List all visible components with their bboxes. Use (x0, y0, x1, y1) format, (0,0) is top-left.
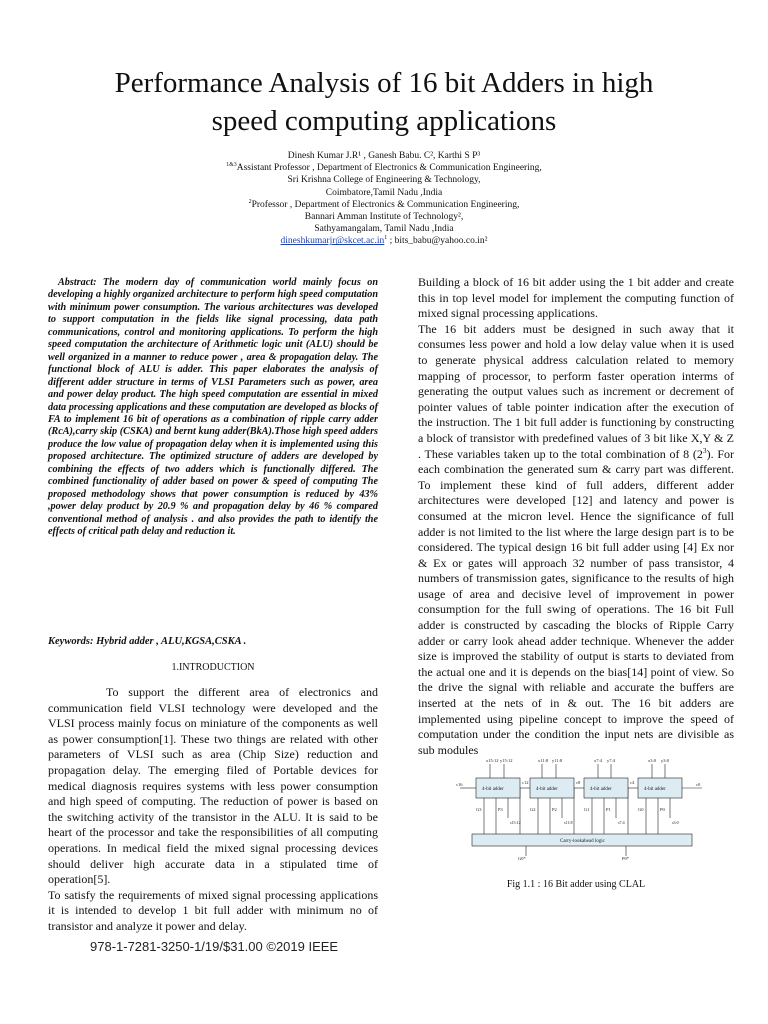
carry-in-label: c0 (696, 782, 701, 787)
affiliation-2-college: Bannari Amman Institute of Technology², (304, 212, 464, 223)
email-rest: ; bits_babu@yahoo.co.in² (387, 236, 488, 247)
sum-label: s15:12 (510, 820, 521, 825)
input-label: x11:8 (538, 758, 549, 763)
input-label: y7:4 (607, 758, 616, 763)
p-label: P2 (552, 807, 557, 812)
intro-paragraph-2: To satisfy the requirements of mixed signal processing applications it is intended to develop 1 bit full adder with minimum no of transistor and analyze it power and delay. (48, 887, 378, 933)
carry-label: c4 (630, 780, 635, 785)
right-paragraph-1: Building a block of 16 bit adder using the 1 bit adder and create this in top level model for implement the computing function of mixed signal processing applications. (418, 275, 734, 321)
right-paragraph-2 (418, 322, 734, 759)
affiliation-2-sup: 2 (248, 198, 252, 205)
adder-block-label: 4-bit adder (590, 787, 612, 792)
affiliation-2-text: Professor , Department of Electronics & Communication Engineering, (251, 199, 520, 210)
introduction-body (48, 685, 378, 935)
affiliation-1 (110, 162, 658, 174)
bottom-p-label: P0* (622, 856, 630, 860)
affiliation-2 (110, 199, 658, 211)
p-label: P1 (606, 807, 611, 812)
copyright-footer: 978-1-7281-3250-1/19/$31.00 ©2019 IEEE (90, 939, 339, 954)
email-link-1[interactable]: dineshkumarjr@skcet.ac.in (280, 236, 385, 247)
right-paragraph-2a: The 16 bit adders must be designed in such away that it consumes less power and hold a low delay value when it is used to generate physical address calculation related to memory mapping of processor, to perform faster operation interms of generating the output values such as increment or decrement of pointer values of table pointer indication after the execution of the instruction. The 1 bit full adder is functioning by constructing a block of transistor with predefined values of 3 bit like X,Y & Z . These variables taken up to the total combination of 8 (2 (418, 321, 734, 461)
cla-adder-diagram (456, 756, 706, 860)
author-block (110, 150, 658, 248)
input-label: y15:12 (500, 758, 513, 763)
g-label: G3 (476, 807, 482, 812)
adder-block-label: 4-bit adder (644, 787, 666, 792)
g-label: G0 (638, 807, 644, 812)
p-label: P3 (498, 807, 503, 812)
affiliation-1-sup: 1&3 (226, 162, 237, 169)
affiliation-1-text: Assistant Professor , Department of Electronics & Communication Engineering, (236, 163, 542, 174)
g-label: G2 (530, 807, 536, 812)
affiliation-2-place: Sathyamangalam, Tamil Nadu ,India (314, 224, 454, 235)
input-label: x15:12 (486, 758, 499, 763)
input-label: y11:8 (552, 758, 563, 763)
figure-caption: Fig 1.1 : 16 Bit adder using CLAL (506, 879, 646, 890)
author-names: Dinesh Kumar J.R¹ , Ganesh Babu. C², Karthi S P³ (287, 151, 481, 161)
intro-paragraph-1: To support the different area of electronics and communication field VLSI technology were developed and the VLSI process mainly focus on miniature of the components as well as power consumption[1]. These two things are related with other parameters of VLSI such as area (Chip Size) reduction and propagation delay. The emerging filed of Portable devices for medical diagnosis requires systems with less power consumption and high speed of computing. The reduction of power is based on the switching activity of the transistor in the ALU. It is said to be heart of the processor and take the responsibilities of all computing operations. In medical field the mixed signal processing devices should deliver high accurate data in a stipulated time of operation[5]. (48, 685, 378, 887)
carry-label: c8 (576, 780, 581, 785)
sum-label: s7:4 (618, 820, 625, 825)
bottom-g-label: G0* (518, 856, 526, 860)
affiliation-1-place: Coimbatore,Tamil Nadu ,India (325, 187, 443, 198)
adder-block-label: 4-bit adder (482, 787, 504, 792)
email-1-sup: 1 (384, 235, 388, 242)
p-label: P0 (660, 807, 665, 812)
carry-label: c12 (522, 780, 529, 785)
g-label: G1 (584, 807, 590, 812)
input-label: x3:0 (648, 758, 657, 763)
right-paragraph-2b: ). For each combination the generated sum & carry part was different. To implement these kind of full adders, different adder architectures were developed [12] and latency and power is consumed at the micron level. Hence the significance of full adder is not limited to the list where the large design part is to be considered. The typical design 16 bit full adder using [4] Ex nor & Ex or gates will approach 32 number of pass transistor, 4 numbers of transmission gates, significance to the results of high usage of area and decisive level of improvement in power consumption for the full swing of operations. The 16 bit Full adder is constructed by cascading the blocks of Ripple Carry adder or carry look ahead adder technique. Whenever the adder size is improved the stability of output is starts to deviated from the actual one and it is depends on the bias[14] point of view. So the drive the signal with reliable and accurate the buffers are inserted at the nets of in & out. The 16 bit adders are implemented using pipeline concept to improve the speed of computation under the condition the input nets are divisible as sub modules (418, 446, 734, 757)
title-line-2: speed computing applications (211, 105, 557, 137)
keywords: Keywords: Hybrid adder , ALU,KGSA,CSKA . (48, 636, 247, 647)
title-line-1: Performance Analysis of 16 bit Adders in high (114, 67, 654, 99)
input-label: y3:0 (661, 758, 670, 763)
author-emails (110, 235, 658, 247)
carry-out-label: c16 (456, 782, 463, 787)
adder-block-label: 4-bit adder (536, 787, 558, 792)
input-label: x7:4 (594, 758, 603, 763)
affiliation-1-college: Sri Krishna College of Engineering & Technology, (287, 175, 481, 186)
cla-label: Carry-lookahead logic (560, 839, 605, 844)
right-column-body (418, 275, 734, 758)
abstract (48, 277, 378, 539)
sum-label: s11:8 (564, 820, 573, 825)
right-paragraph-2-sup: 3 (702, 445, 707, 455)
section-heading-introduction: 1.INTRODUCTION (171, 662, 255, 673)
abstract-text: Abstract: The modern day of communication world mainly focus on developing a highly organized architecture to perform high speed computation with minimum power consumption. The various architectures was developed to support computation in the fields like signal processing, data path communications, control and monitoring applications. To perform the high speed computation the architecture of Arithmetic logic unit (ALU) should be well organized in a manner to reduce power , area & propagation delay. The functional block of ALU is adder. This paper elaborates the analysis of different adder structure in terms of VLSI Parameters such as power, area and power delay product. The high speed computation are essential in mixed data processing applications and these computation are developed as blocks of FA to implement 16 bit of operations as a combination of ripple carry adder (RcA),carry skip (CSKA) and bernt kung adder(BkA).Those high speed adders produce the low value of propagation delay when it is implemented using this proposed architecture. The optimized structure of adders are developed by combining the effects of two adders which is functionally differed. The combined functionality of adder based on power & speed of computing The proposed methodology shows that power consumption is reduced by 43% ,power delay product by 20.9 % and propagation delay by 46 % compared conventional method of analysis . and also provides the path to identify the effects of critical path delay and reduction it. (48, 277, 378, 538)
paper-title (40, 64, 728, 140)
sum-label: s3:0 (672, 820, 679, 825)
